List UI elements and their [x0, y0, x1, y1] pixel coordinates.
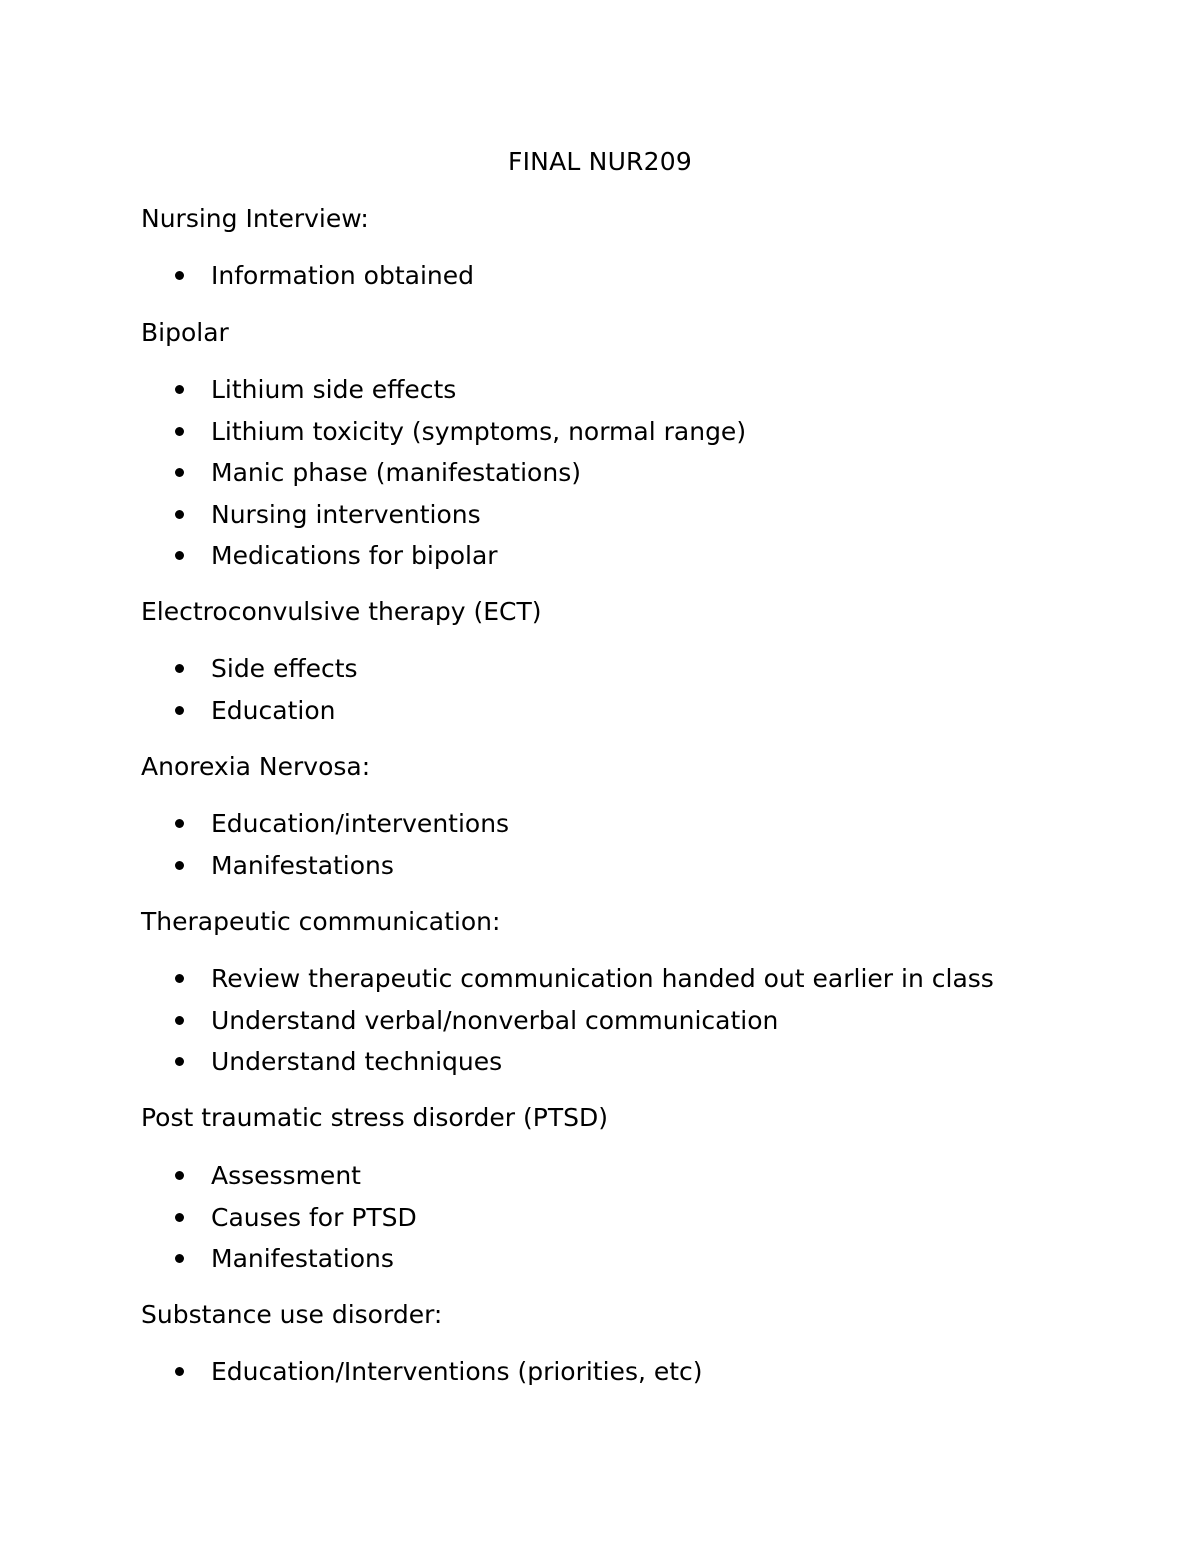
section-heading-anorexia-nervosa: Anorexia Nervosa:: [141, 752, 371, 781]
list-item-text: Causes for PTSD: [211, 1202, 417, 1232]
list-item-text: Education: [211, 695, 336, 725]
section-heading-bipolar: Bipolar: [141, 318, 229, 347]
list-item-text: Review therapeutic communication handed out earlier in class: [211, 964, 994, 993]
bullet-icon: [175, 427, 184, 436]
list-item-text: Manifestations: [211, 1244, 394, 1273]
bullet-icon: [175, 385, 184, 394]
bullet-icon: [175, 551, 184, 560]
bullet-icon: [175, 1254, 184, 1263]
bullet-icon: [175, 1057, 184, 1066]
section-heading-therapeutic-communication: Therapeutic communication:: [141, 907, 501, 936]
document-title: FINAL NUR209: [508, 147, 692, 176]
list-item-text: Understand verbal/nonverbal communication: [211, 1005, 779, 1035]
bullet-icon: [175, 468, 184, 477]
list-item-text: Manic phase (manifestations): [211, 458, 581, 487]
bullet-icon: [175, 271, 184, 280]
section-heading-nursing-interview: Nursing Interview:: [141, 204, 369, 233]
bullet-icon: [175, 861, 184, 870]
list-item-text: Side effects: [211, 654, 358, 683]
list-item-text: Education/Interventions (priorities, etc): [211, 1357, 703, 1386]
bullet-icon: [175, 974, 184, 983]
list-item-text: Lithium toxicity (symptoms, normal range): [211, 416, 747, 446]
bullet-icon: [175, 1016, 184, 1025]
bullet-icon: [175, 510, 184, 519]
list-item-text: Understand techniques: [211, 1047, 503, 1076]
list-item-text: Information obtained: [211, 261, 474, 290]
section-heading-ect: Electroconvulsive therapy (ECT): [141, 597, 542, 626]
bullet-icon: [175, 1213, 184, 1222]
list-item-text: Lithium side effects: [211, 375, 457, 404]
bullet-icon: [175, 706, 184, 715]
bullet-icon: [175, 819, 184, 828]
section-heading-substance-use-disorder: Substance use disorder:: [141, 1300, 443, 1329]
list-item-text: Manifestations: [211, 850, 394, 880]
section-heading-ptsd: Post traumatic stress disorder (PTSD): [141, 1103, 608, 1132]
list-item-text: Medications for bipolar: [211, 541, 498, 570]
list-item-text: Assessment: [211, 1161, 361, 1190]
bullet-icon: [175, 1171, 184, 1180]
bullet-icon: [175, 664, 184, 673]
list-item-text: Education/interventions: [211, 809, 510, 838]
bullet-icon: [175, 1367, 184, 1376]
list-item-text: Nursing interventions: [211, 499, 481, 529]
